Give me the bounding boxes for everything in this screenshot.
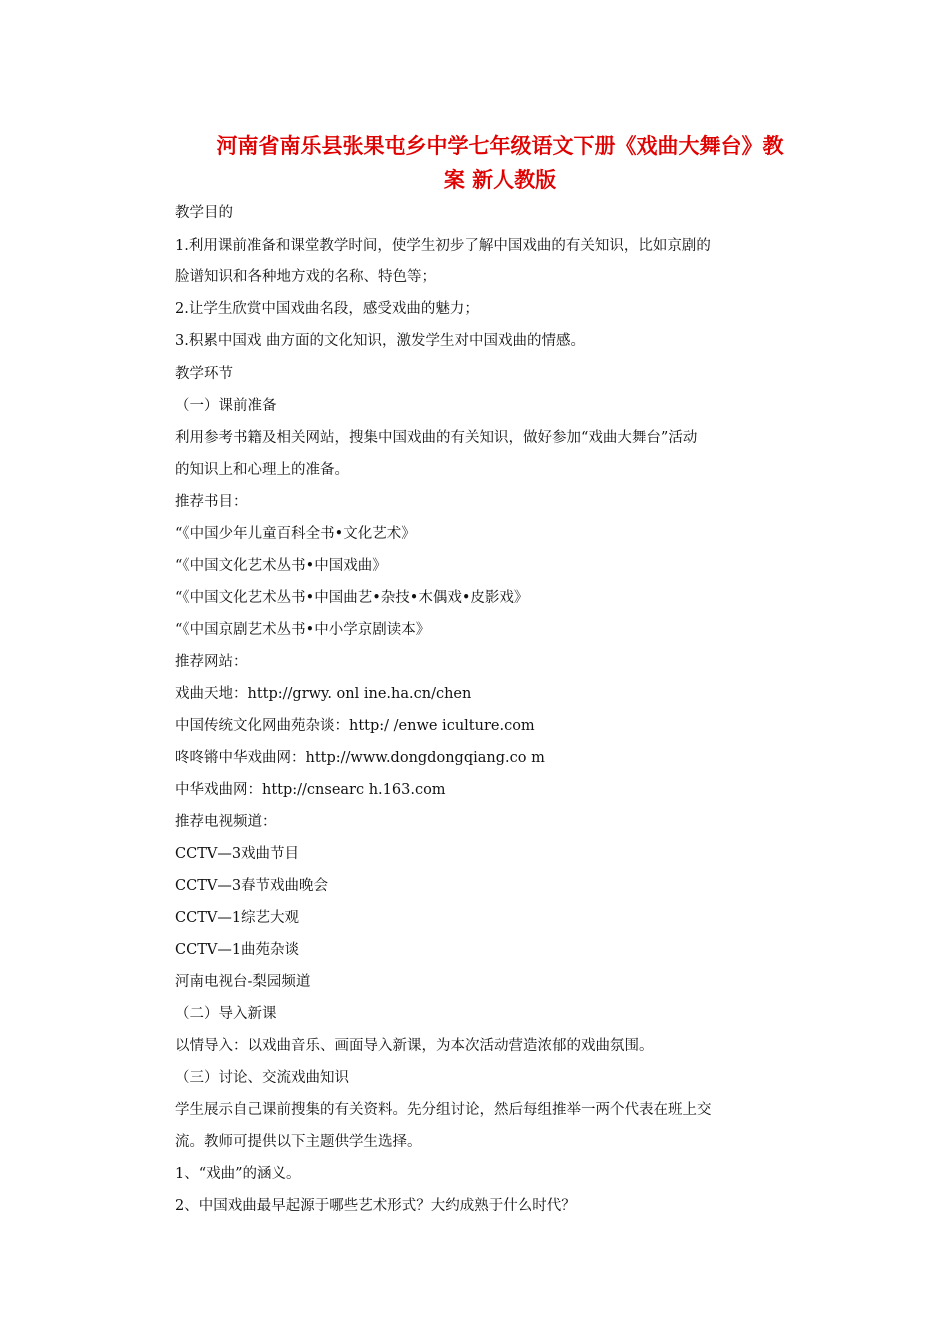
paragraph-line: 脸谱知识和各种地方戏的名称、特色等； (175, 269, 436, 285)
list-item: “《中国京剧艺术丛书•中小学京剧读本》 (175, 622, 431, 638)
list-item: 咚咚锵中华戏曲网：http://www.dongdongqiang.co m (175, 750, 545, 766)
paragraph-line: 流。教师可提供以下主题供学生选择。 (175, 1134, 422, 1150)
list-item: 河南电视台-梨园频道 (175, 974, 311, 990)
section-heading: （一）课前准备 (175, 398, 277, 414)
document-title-line-1: 河南省南乐县张果屯乡中学七年级语文下册《戏曲大舞台》教 (216, 133, 784, 158)
section-heading: （二）导入新课 (175, 1006, 277, 1022)
list-heading: 推荐书目： (175, 494, 248, 510)
section-heading: （三）讨论、交流戏曲知识 (175, 1070, 349, 1086)
list-item: “《中国文化艺术丛书•中国曲艺•杂技•木偶戏•皮影戏》 (175, 590, 529, 606)
list-item: “《中国少年儿童百科全书•文化艺术》 (175, 526, 416, 542)
list-item: CCTV—1曲苑杂谈 (175, 942, 300, 958)
list-item: CCTV—3春节戏曲晚会 (175, 878, 329, 894)
paragraph-line: 利用参考书籍及相关网站，搜集中国戏曲的有关知识，做好参加“戏曲大舞台”活动 (175, 430, 698, 446)
paragraph-line: 2.让学生欣赏中国戏曲名段，感受戏曲的魅力； (175, 301, 479, 317)
list-heading: 推荐电视频道： (175, 814, 277, 830)
heading-teaching-goals: 教学目的 (175, 205, 233, 221)
list-item: 中国传统文化网曲苑杂谈：http:/ /enwe iculture.com (175, 718, 535, 734)
paragraph-line: 的知识上和心理上的准备。 (175, 462, 349, 478)
list-heading: 推荐网站： (175, 654, 248, 670)
heading-teaching-steps: 教学环节 (175, 366, 233, 382)
list-item: CCTV—1综艺大观 (175, 910, 300, 926)
paragraph-line: 学生展示自己课前搜集的有关资料。先分组讨论，然后每组推举一两个代表在班上交 (175, 1102, 712, 1118)
list-item: CCTV—3戏曲节目 (175, 846, 300, 862)
paragraph-line: 以情导入：以戏曲音乐、画面导入新课，为本次活动营造浓郁的戏曲氛围。 (175, 1038, 654, 1054)
paragraph-line: 3.积累中国戏 曲方面的文化知识，激发学生对中国戏曲的情感。 (175, 333, 585, 349)
list-item: 中华戏曲网：http://cnsearc h.163.com (175, 782, 446, 798)
list-item: 1、“戏曲”的涵义。 (175, 1166, 301, 1182)
paragraph-line: 1.利用课前准备和课堂教学时间，使学生初步了解中国戏曲的有关知识，比如京剧的 (175, 238, 711, 254)
list-item: “《中国文化艺术丛书•中国戏曲》 (175, 558, 387, 574)
document-title-line-2: 案 新人教版 (443, 167, 557, 192)
list-item: 2、中国戏曲最早起源于哪些艺术形式？大约成熟于什么时代？ (175, 1198, 576, 1214)
list-item: 戏曲天地：http://grwy. onl ine.ha.cn/chen (175, 686, 472, 702)
